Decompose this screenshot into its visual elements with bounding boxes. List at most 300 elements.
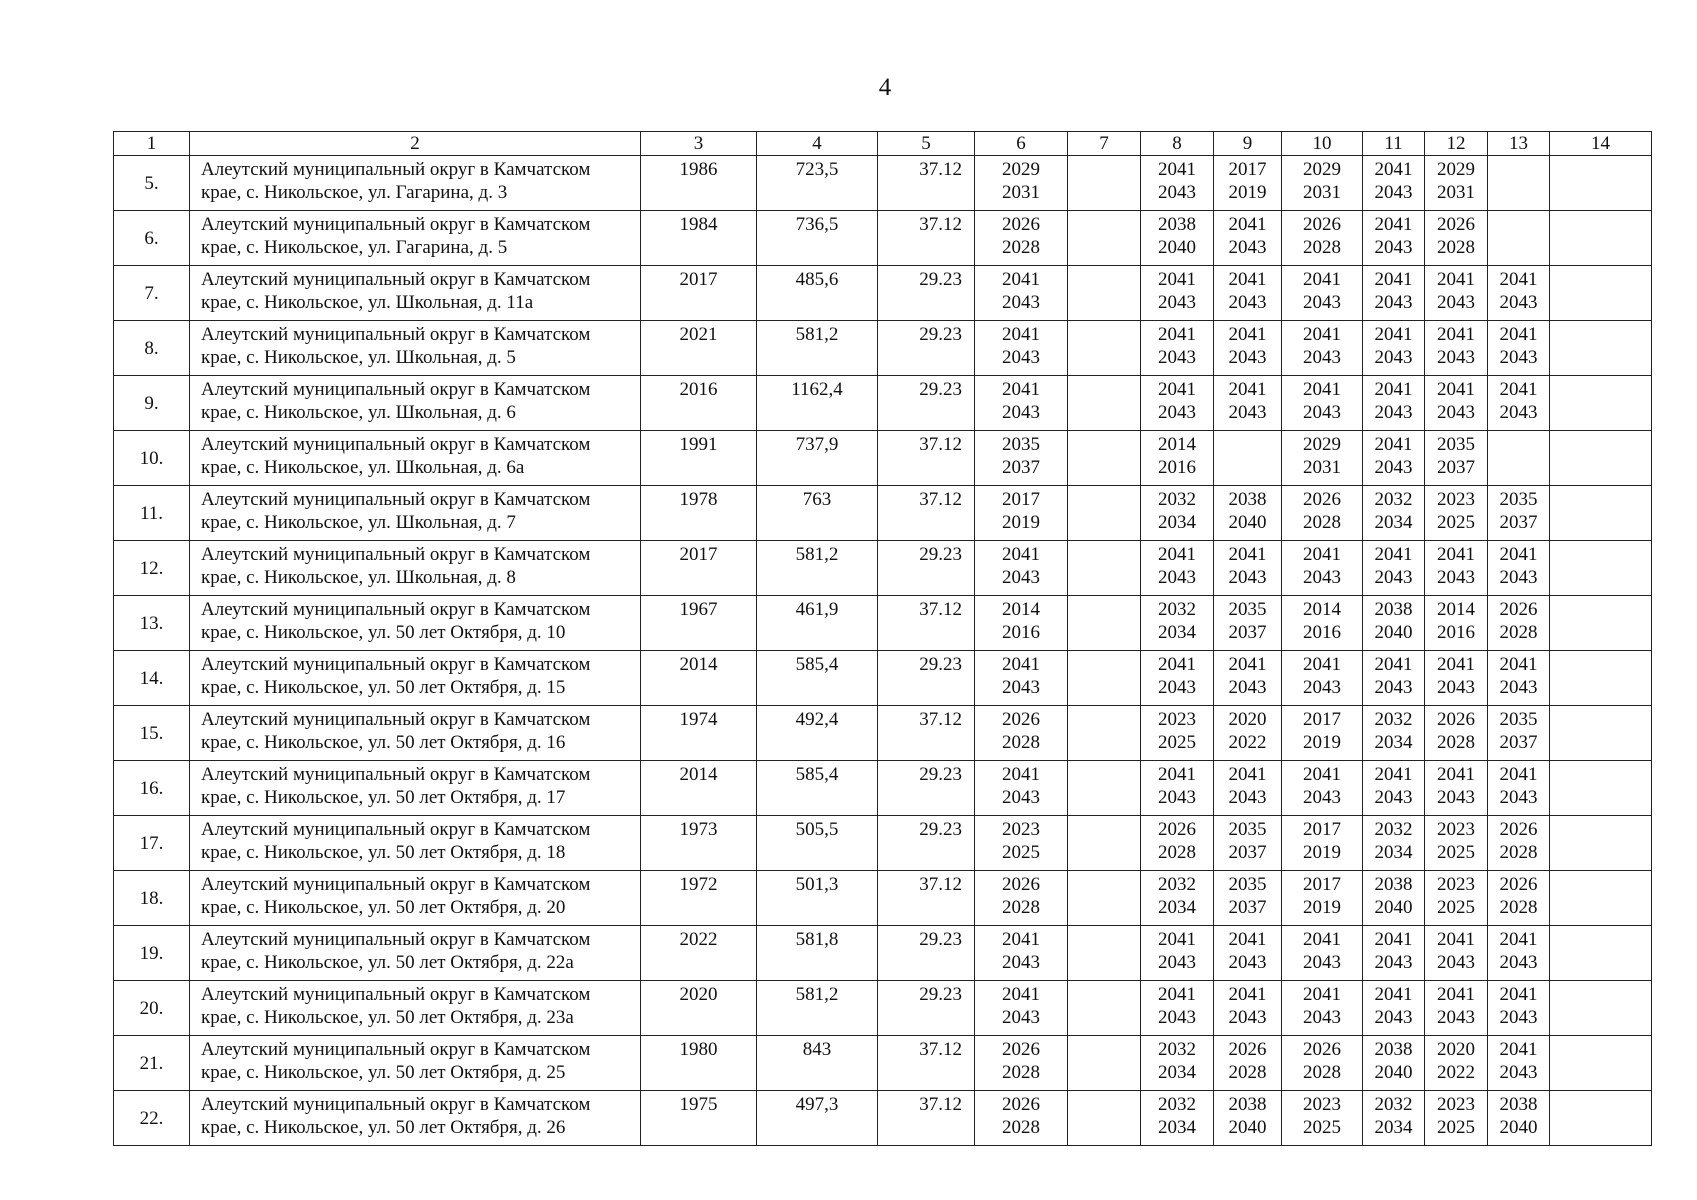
column-header: 9 (1214, 132, 1282, 156)
address-cell (190, 981, 641, 1036)
area-cell: 492,4 (757, 706, 878, 761)
housing-table (113, 131, 1652, 1146)
period-start: 2032 (1374, 709, 1413, 730)
period-cell (1488, 541, 1550, 596)
period-end: 2037 (1499, 512, 1538, 533)
row-number: 15. (114, 706, 190, 761)
period-cell (975, 926, 1068, 981)
period-end: 2043 (1303, 292, 1341, 313)
area-cell: 505,5 (757, 816, 878, 871)
period-cell (1363, 376, 1425, 431)
address-cell (190, 541, 641, 596)
period-cell (1068, 871, 1141, 926)
period-end: 2043 (1499, 347, 1538, 368)
period-cell (1488, 376, 1550, 431)
period-cell (1550, 816, 1652, 871)
period-end: 2043 (1499, 952, 1538, 973)
row-number: 17. (114, 816, 190, 871)
period-start: 2026 (1499, 874, 1538, 895)
code-cell: 37.12 (878, 871, 975, 926)
address-line: Алеутский муниципальный округ в Камчатском (201, 434, 591, 455)
address-line: Алеутский муниципальный округ в Камчатском (201, 819, 591, 840)
year-cell: 1967 (641, 596, 757, 651)
period-end: 2043 (1303, 347, 1341, 368)
period-start: 2041 (1374, 379, 1413, 400)
period-cell (1282, 651, 1363, 706)
period-cell (975, 541, 1068, 596)
period-end: 2043 (1228, 347, 1267, 368)
period-cell (975, 596, 1068, 651)
period-start: 2041 (1228, 764, 1267, 785)
period-end: 2034 (1374, 732, 1413, 753)
period-start: 2032 (1158, 874, 1196, 895)
address-line: крае, с. Никольское, ул. Школьная, д. 8 (201, 567, 516, 588)
row-number: 12. (114, 541, 190, 596)
period-end: 2028 (1002, 237, 1040, 258)
area-cell: 581,8 (757, 926, 878, 981)
period-cell (975, 431, 1068, 486)
period-cell (1214, 816, 1282, 871)
period-start: 2041 (1499, 544, 1538, 565)
period-end: 2022 (1437, 1062, 1475, 1083)
period-start: 2041 (1228, 324, 1267, 345)
period-cell (1141, 871, 1214, 926)
period-end: 2034 (1158, 622, 1196, 643)
address-line: крае, с. Никольское, ул. Школьная, д. 6а (201, 457, 525, 478)
period-start: 2041 (1228, 654, 1267, 675)
address-line: Алеутский муниципальный округ в Камчатском (201, 379, 591, 400)
address-line: Алеутский муниципальный округ в Камчатском (201, 269, 591, 290)
code-cell: 29.23 (878, 981, 975, 1036)
address-cell (190, 1091, 641, 1146)
table-row (114, 981, 1652, 1036)
period-cell (1141, 651, 1214, 706)
period-end: 2022 (1228, 732, 1267, 753)
address-line: крае, с. Никольское, ул. 50 лет Октября, д. 23а (201, 1007, 574, 1028)
table-row (114, 1091, 1652, 1146)
period-start: 2020 (1437, 1039, 1475, 1060)
period-end: 2043 (1002, 787, 1040, 808)
period-end: 2037 (1499, 732, 1538, 753)
period-end: 2043 (1303, 677, 1341, 698)
period-start: 2032 (1158, 489, 1196, 510)
row-number: 18. (114, 871, 190, 926)
period-start: 2041 (1499, 929, 1538, 950)
period-start: 2041 (1374, 269, 1413, 290)
period-cell (975, 761, 1068, 816)
period-cell (975, 486, 1068, 541)
period-start: 2029 (1002, 159, 1040, 180)
period-cell (975, 211, 1068, 266)
period-cell (1363, 1036, 1425, 1091)
period-end: 2028 (1303, 512, 1341, 533)
address-cell (190, 816, 641, 871)
address-cell (190, 376, 641, 431)
period-end: 2016 (1002, 622, 1040, 643)
period-cell (1425, 816, 1488, 871)
period-start: 2023 (1437, 874, 1475, 895)
period-end: 2028 (1303, 237, 1341, 258)
period-start: 2020 (1228, 709, 1267, 730)
address-line: Алеутский муниципальный округ в Камчатском (201, 489, 591, 510)
period-cell (975, 321, 1068, 376)
period-cell (1425, 266, 1488, 321)
code-cell: 37.12 (878, 706, 975, 761)
period-cell (1141, 541, 1214, 596)
period-cell (1141, 486, 1214, 541)
area-cell: 497,3 (757, 1091, 878, 1146)
code-cell: 29.23 (878, 926, 975, 981)
period-end: 2043 (1002, 677, 1040, 698)
period-end: 2028 (1002, 1062, 1040, 1083)
period-cell (1425, 651, 1488, 706)
period-cell (1550, 431, 1652, 486)
period-end: 2043 (1002, 292, 1040, 313)
period-cell (1550, 321, 1652, 376)
period-cell (1488, 321, 1550, 376)
table-row (114, 761, 1652, 816)
row-number: 9. (114, 376, 190, 431)
period-cell (975, 156, 1068, 211)
period-start: 2041 (1499, 269, 1538, 290)
period-end: 2034 (1374, 1117, 1413, 1138)
period-end: 2031 (1437, 182, 1475, 203)
period-cell (1068, 1091, 1141, 1146)
period-cell (1425, 1036, 1488, 1091)
area-cell: 763 (757, 486, 878, 541)
period-cell (1068, 211, 1141, 266)
period-start: 2041 (1374, 214, 1413, 235)
period-cell (1363, 321, 1425, 376)
address-cell (190, 871, 641, 926)
address-line: Алеутский муниципальный округ в Камчатском (201, 874, 591, 895)
address-line: Алеутский муниципальный округ в Камчатском (201, 1094, 591, 1115)
period-end: 2043 (1002, 347, 1040, 368)
period-cell (1425, 1091, 1488, 1146)
address-cell (190, 926, 641, 981)
period-cell (975, 981, 1068, 1036)
period-end: 2043 (1002, 952, 1040, 973)
period-cell (1282, 1036, 1363, 1091)
year-cell: 2016 (641, 376, 757, 431)
period-start: 2041 (1228, 379, 1267, 400)
period-end: 2043 (1374, 182, 1413, 203)
period-start: 2041 (1158, 654, 1196, 675)
period-cell (1214, 926, 1282, 981)
period-end: 2037 (1228, 622, 1267, 643)
address-cell (190, 651, 641, 706)
period-end: 2043 (1002, 1007, 1040, 1028)
period-cell (1282, 541, 1363, 596)
table-row (114, 431, 1652, 486)
period-end: 2043 (1437, 1007, 1475, 1028)
period-start: 2041 (1374, 544, 1413, 565)
area-cell: 585,4 (757, 651, 878, 706)
year-cell: 2017 (641, 266, 757, 321)
area-cell: 485,6 (757, 266, 878, 321)
column-header: 4 (757, 132, 878, 156)
period-start: 2041 (1437, 984, 1475, 1005)
period-cell (1068, 486, 1141, 541)
period-start: 2041 (1374, 159, 1413, 180)
period-cell (1214, 981, 1282, 1036)
period-cell (1068, 651, 1141, 706)
period-cell (1068, 431, 1141, 486)
address-cell (190, 706, 641, 761)
year-cell: 1991 (641, 431, 757, 486)
period-cell (1488, 1036, 1550, 1091)
period-end: 2031 (1002, 182, 1040, 203)
period-cell (1425, 871, 1488, 926)
period-cell (1068, 321, 1141, 376)
period-cell (1282, 871, 1363, 926)
code-cell: 29.23 (878, 761, 975, 816)
period-cell (975, 706, 1068, 761)
period-start: 2041 (1374, 764, 1413, 785)
period-start: 2014 (1437, 599, 1475, 620)
period-start: 2041 (1303, 984, 1341, 1005)
period-cell (1363, 871, 1425, 926)
period-start: 2032 (1374, 489, 1413, 510)
period-cell (1214, 871, 1282, 926)
period-end: 2043 (1158, 347, 1196, 368)
period-cell (1488, 706, 1550, 761)
period-end: 2025 (1158, 732, 1196, 753)
period-start: 2041 (1158, 324, 1196, 345)
period-start: 2041 (1437, 379, 1475, 400)
address-line: Алеутский муниципальный округ в Камчатском (201, 709, 591, 730)
period-end: 2043 (1303, 952, 1341, 973)
period-cell (1550, 981, 1652, 1036)
period-start: 2029 (1303, 159, 1341, 180)
period-start: 2041 (1499, 654, 1538, 675)
period-end: 2040 (1374, 1062, 1413, 1083)
period-end: 2043 (1374, 347, 1413, 368)
period-cell (1214, 376, 1282, 431)
period-cell (1488, 871, 1550, 926)
period-start: 2041 (1158, 764, 1196, 785)
year-cell: 1984 (641, 211, 757, 266)
table-row (114, 596, 1652, 651)
period-start: 2026 (1303, 1039, 1341, 1060)
period-cell (975, 871, 1068, 926)
address-line: Алеутский муниципальный округ в Камчатском (201, 214, 591, 235)
column-header: 14 (1550, 132, 1652, 156)
period-start: 2041 (1437, 269, 1475, 290)
period-start: 2041 (1499, 379, 1538, 400)
period-start: 2041 (1158, 269, 1196, 290)
period-end: 2016 (1303, 622, 1341, 643)
period-cell (1282, 981, 1363, 1036)
period-start: 2026 (1437, 214, 1475, 235)
period-start: 2041 (1303, 379, 1341, 400)
period-start: 2035 (1437, 434, 1475, 455)
period-cell (1550, 266, 1652, 321)
period-cell (1282, 156, 1363, 211)
period-start: 2041 (1374, 434, 1413, 455)
period-start: 2029 (1437, 159, 1475, 180)
period-cell (1425, 706, 1488, 761)
address-line: крае, с. Никольское, ул. 50 лет Октября, д. 10 (201, 622, 566, 643)
period-cell (1141, 1091, 1214, 1146)
period-end: 2043 (1303, 1007, 1341, 1028)
period-end: 2025 (1437, 897, 1475, 918)
period-start: 2041 (1158, 379, 1196, 400)
column-header: 5 (878, 132, 975, 156)
period-cell (1282, 376, 1363, 431)
period-end: 2028 (1002, 897, 1040, 918)
period-cell (1363, 1091, 1425, 1146)
period-end: 2043 (1499, 1062, 1538, 1083)
period-cell (1214, 1036, 1282, 1091)
period-start: 2038 (1158, 214, 1196, 235)
period-end: 2025 (1002, 842, 1040, 863)
period-cell (1488, 816, 1550, 871)
address-cell (190, 596, 641, 651)
period-start: 2014 (1303, 599, 1341, 620)
period-end: 2043 (1002, 567, 1040, 588)
period-end: 2025 (1437, 842, 1475, 863)
period-cell (1550, 1091, 1652, 1146)
period-start: 2041 (1002, 654, 1040, 675)
year-cell: 2017 (641, 541, 757, 596)
address-cell (190, 156, 641, 211)
period-start: 2026 (1002, 1094, 1040, 1115)
period-cell (1425, 211, 1488, 266)
period-end: 2043 (1374, 952, 1413, 973)
period-cell (1282, 266, 1363, 321)
period-start: 2038 (1228, 1094, 1267, 1115)
period-start: 2026 (1303, 489, 1341, 510)
period-cell (1488, 211, 1550, 266)
area-cell: 581,2 (757, 981, 878, 1036)
period-start: 2038 (1228, 489, 1267, 510)
table-row (114, 926, 1652, 981)
period-end: 2043 (1228, 677, 1267, 698)
period-cell (1068, 816, 1141, 871)
period-cell (1068, 1036, 1141, 1091)
column-header: 13 (1488, 132, 1550, 156)
period-cell (1214, 156, 1282, 211)
address-line: крае, с. Никольское, ул. 50 лет Октября, д. 16 (201, 732, 566, 753)
period-cell (1363, 211, 1425, 266)
period-start: 2026 (1158, 819, 1196, 840)
area-cell: 737,9 (757, 431, 878, 486)
row-number: 6. (114, 211, 190, 266)
period-cell (1488, 156, 1550, 211)
period-end: 2043 (1228, 1007, 1267, 1028)
period-end: 2037 (1002, 457, 1040, 478)
table-row (114, 541, 1652, 596)
period-start: 2017 (1303, 709, 1341, 730)
period-end: 2043 (1158, 182, 1196, 203)
address-line: крае, с. Никольское, ул. 50 лет Октября, д. 17 (201, 787, 566, 808)
period-start: 2041 (1303, 269, 1341, 290)
address-cell (190, 211, 641, 266)
period-cell (1488, 651, 1550, 706)
period-cell (1488, 761, 1550, 816)
period-cell (1425, 926, 1488, 981)
period-start: 2041 (1158, 929, 1196, 950)
period-cell (1282, 596, 1363, 651)
period-end: 2043 (1228, 402, 1267, 423)
period-cell (1282, 761, 1363, 816)
address-line: Алеутский муниципальный округ в Камчатском (201, 544, 591, 565)
period-start: 2026 (1002, 874, 1040, 895)
period-cell (1425, 321, 1488, 376)
period-cell (975, 1036, 1068, 1091)
address-line: Алеутский муниципальный округ в Камчатском (201, 929, 591, 950)
period-end: 2043 (1499, 567, 1538, 588)
code-cell: 37.12 (878, 486, 975, 541)
row-number: 10. (114, 431, 190, 486)
year-cell: 1972 (641, 871, 757, 926)
address-line: крае, с. Никольское, ул. Школьная, д. 11а (201, 292, 534, 313)
period-end: 2043 (1228, 952, 1267, 973)
period-start: 2038 (1499, 1094, 1538, 1115)
period-cell (1425, 431, 1488, 486)
period-start: 2035 (1228, 599, 1267, 620)
period-cell (1214, 1091, 1282, 1146)
period-cell (1282, 431, 1363, 486)
period-cell (1214, 651, 1282, 706)
period-end: 2034 (1374, 842, 1413, 863)
period-start: 2041 (1437, 544, 1475, 565)
code-cell: 29.23 (878, 321, 975, 376)
area-cell: 461,9 (757, 596, 878, 651)
column-header: 10 (1282, 132, 1363, 156)
period-end: 2034 (1158, 897, 1196, 918)
period-cell (1068, 981, 1141, 1036)
table-body (114, 156, 1652, 1146)
period-cell (1363, 156, 1425, 211)
period-end: 2028 (1158, 842, 1196, 863)
year-cell: 2014 (641, 651, 757, 706)
period-end: 2040 (1158, 237, 1196, 258)
period-cell (1282, 486, 1363, 541)
column-header: 8 (1141, 132, 1214, 156)
row-number: 16. (114, 761, 190, 816)
address-line: крае, с. Никольское, ул. 50 лет Октября, д. 20 (201, 897, 566, 918)
period-cell (1141, 981, 1214, 1036)
column-header: 2 (190, 132, 641, 156)
period-end: 2040 (1228, 512, 1267, 533)
period-cell (1068, 706, 1141, 761)
period-end: 2040 (1499, 1117, 1538, 1138)
period-start: 2026 (1437, 709, 1475, 730)
period-cell (1214, 211, 1282, 266)
period-cell (975, 376, 1068, 431)
column-header: 3 (641, 132, 757, 156)
period-end: 2043 (1303, 402, 1341, 423)
period-start: 2041 (1303, 929, 1341, 950)
period-end: 2031 (1303, 457, 1341, 478)
period-cell (1141, 376, 1214, 431)
period-end: 2043 (1158, 402, 1196, 423)
period-end: 2040 (1374, 622, 1413, 643)
row-number: 21. (114, 1036, 190, 1091)
period-end: 2019 (1228, 182, 1267, 203)
area-cell: 1162,4 (757, 376, 878, 431)
address-line: крае, с. Никольское, ул. 50 лет Октября, д. 26 (201, 1117, 566, 1138)
period-end: 2028 (1499, 842, 1538, 863)
row-number: 19. (114, 926, 190, 981)
period-end: 2043 (1228, 292, 1267, 313)
row-number: 7. (114, 266, 190, 321)
year-cell: 2021 (641, 321, 757, 376)
period-start: 2026 (1499, 819, 1538, 840)
period-cell (1425, 376, 1488, 431)
